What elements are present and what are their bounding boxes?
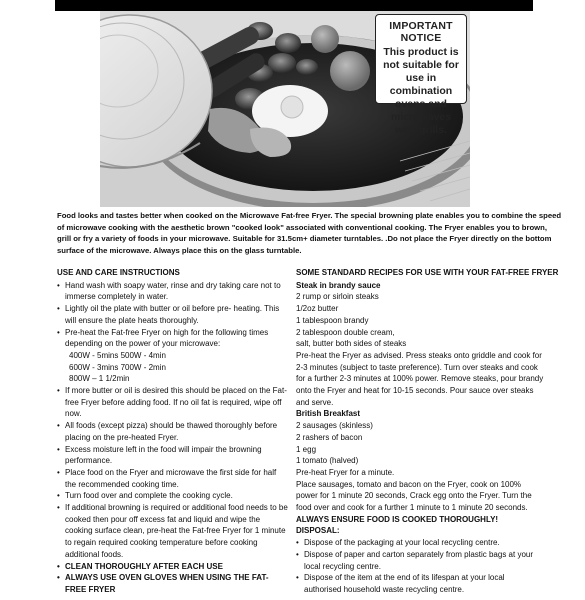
top-black-bar bbox=[55, 0, 533, 11]
breakfast-ingredient: 1 tomato (halved) bbox=[296, 456, 359, 466]
steak-ingredient: 1 tablespoon brandy bbox=[296, 315, 369, 325]
care-instructions-column bbox=[57, 267, 289, 596]
breakfast-ingredient: 2 rashers of bacon bbox=[296, 432, 363, 442]
breakfast-title: British Breakfast bbox=[296, 409, 361, 419]
steak-ingredient: 2 rump or sirloin steaks bbox=[296, 292, 379, 302]
steak-ingredient: 1/2oz butter bbox=[296, 304, 339, 314]
steak-method: Pre-heat the Fryer as advised. Press steaks onto griddle and cook for 2-3 minutes (subject to taste preference). Turn over steaks and cook for a further 2-3 minutes at 100% power. Remove steaks, pour brandy onto the Fryer and heat for 10-15 seconds. Pour sauce over steaks and serve. bbox=[296, 350, 544, 407]
care-item: • Turn food over and complete the cooking cycle. bbox=[57, 490, 289, 502]
care-item: • Place food on the Fryer and microwave the first side for half the recommended cooking time. bbox=[57, 467, 289, 490]
steak-ingredient: salt, butter both sides of steaks bbox=[296, 339, 407, 349]
care-item: • All foods (except pizza) should be thawed thoroughly before placing on the pre-heated Fryer. bbox=[57, 420, 289, 443]
care-item: • Pre-heat the Fat-free Fryer on high for the following times depending on the power of your microwave: bbox=[57, 327, 289, 350]
care-heading: USE AND CARE INSTRUCTIONS bbox=[57, 268, 180, 277]
steak-title: Steak in brandy sauce bbox=[296, 280, 381, 290]
care-item: • If additional browning is required or additional food needs to be cooked then pour off excess fat and liquid and wipe the cooking surface clean, pre-heat the Fat-free Fryer for 1 minute to regain required cooking temperature before cooking additional foods. bbox=[57, 502, 289, 561]
ensure-cooked-warning: ALWAYS ENSURE FOOD IS COOKED THOROUGHLY! bbox=[296, 514, 499, 524]
heating-time: 600W - 3mins 700W - 2min bbox=[69, 362, 166, 372]
care-item-clean: • CLEAN THOROUGHLY AFTER EACH USE bbox=[57, 561, 289, 573]
disposal-item: • Dispose of paper and carton separately from plastic bags at your local recycling centre. bbox=[296, 549, 544, 572]
notice-body: This product is not suitable for use in combination ovens and microwaves with grills. bbox=[383, 46, 459, 136]
notice-title: IMPORTANT NOTICE bbox=[389, 20, 453, 44]
disposal-heading: DISPOSAL: bbox=[296, 526, 340, 536]
care-item: • Hand wash with soapy water, rinse and dry taking care not to immerse completely in water. bbox=[57, 280, 289, 303]
heating-time: 400W - 5mins 500W - 4min bbox=[69, 350, 166, 360]
care-item: • Excess moisture left in the food will impair the browning performance. bbox=[57, 444, 289, 467]
breakfast-ingredient: 2 sausages (skinless) bbox=[296, 421, 373, 431]
intro-paragraph: Food looks and tastes better when cooked on the Microwave Fat-free Fryer. The special browning plate enables you to combine the speed of microwave cooking with the aesthetic brown "cooked look" associated with conventional cooking. The Fryer enables you to brown, grill or fry a variety of foods in your microwave. Suitable for 31.5cm+ diameter turntables. .Do not place the Fryer directly on the bottom surface of the microwave. Always place this on the glass turntable. bbox=[57, 211, 562, 255]
care-item: • If more butter or oil is desired this should be placed on the Fat-free Fryer before adding food. If no oil fat is required, wipe off now. bbox=[57, 385, 289, 420]
care-list bbox=[57, 280, 289, 596]
breakfast-ingredient: 1 egg bbox=[296, 444, 317, 454]
steak-ingredient: 2 tablespoon double cream, bbox=[296, 327, 395, 337]
recipes-heading: SOME STANDARD RECIPES FOR USE WITH YOUR FAT-FREE FRYER bbox=[296, 268, 559, 277]
breakfast-method: Pre-heat Fryer for a minute. bbox=[296, 467, 395, 477]
care-item-gloves: • ALWAYS USE OVEN GLOVES WHEN USING THE FAT-FREE FRYER bbox=[57, 572, 289, 595]
care-item: • Lightly oil the plate with butter or oil before pre- heating. This will ensure the plate heats thoroughly. bbox=[57, 303, 289, 326]
heating-time: 800W – 1 1/2min bbox=[69, 374, 130, 384]
disposal-list bbox=[296, 537, 544, 596]
important-notice-box bbox=[375, 14, 467, 136]
breakfast-method: Place sausages, tomato and bacon on the Fryer, cook on 100% power for 1 minute 20 seconds, Crack egg onto the Fryer. Turn the food over and cook for a further 1 minute to 1 minute 20 seconds. bbox=[296, 479, 532, 513]
recipes-column bbox=[296, 267, 559, 596]
disposal-item: • Dispose of the item at the end of its lifespan at your local authorised household waste recycling centre. bbox=[296, 572, 544, 595]
disposal-item: • Dispose of the packaging at your local recycling centre. bbox=[296, 537, 544, 549]
